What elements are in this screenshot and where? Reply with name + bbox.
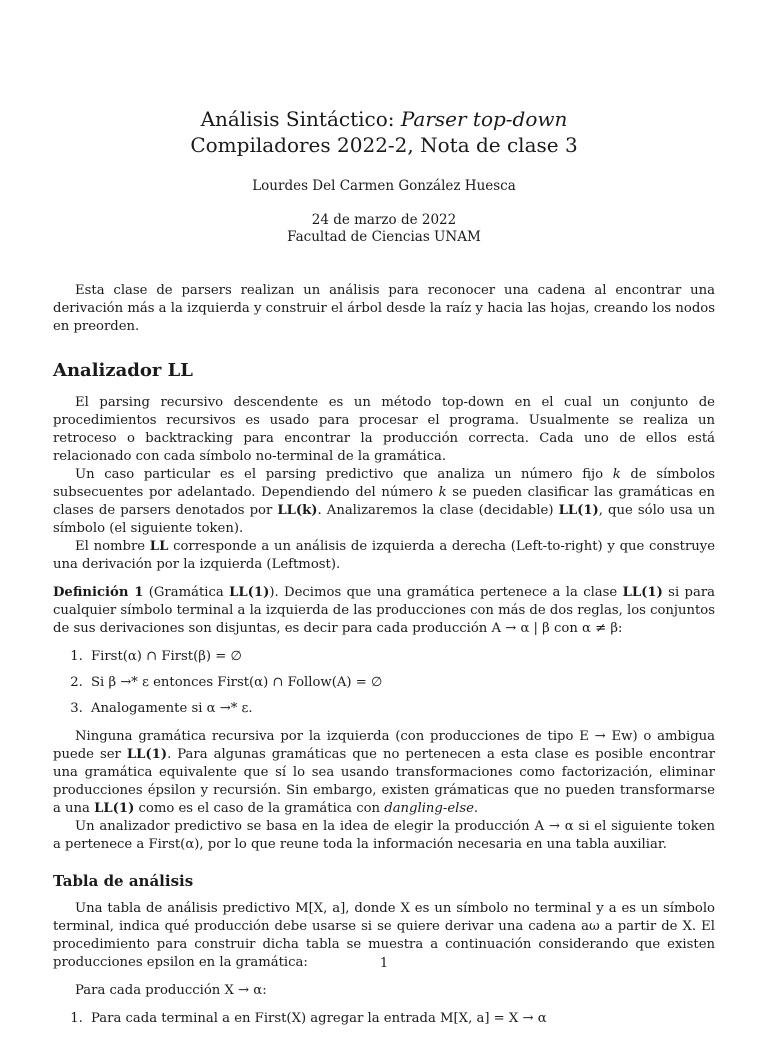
list-item: 3. Analogamente si α →* ε.: [87, 700, 715, 718]
paragraph-name-ll: [53, 538, 715, 574]
text: . Analizaremos la clase (decidable): [317, 503, 559, 518]
definition-conditions-list: [53, 648, 715, 718]
ll-term: LL: [149, 539, 169, 554]
text: , que sólo usa un símbolo (el siguiente token).: [53, 503, 715, 536]
ll1-term: LL(1): [126, 747, 168, 762]
text: Decimos que una gramática pertenece a la clase: [278, 585, 623, 600]
paragraph-non-ll1: [53, 728, 715, 818]
text: . Para algunas gramáticas que no pertenecen a esta clase es posible encontrar una gramática equivalente que sí lo sea usando transformaciones como factorización, eliminar producciones épsilon y recursión. Sin embargo, existen grámaticas que no pueden transformarse a una: [53, 747, 715, 816]
text: como es el caso de la gramática con: [134, 801, 385, 816]
intro-paragraph: Esta clase de parsers realizan un análisis para reconocer una cadena al encontrar una derivación más a la izquierda y construir el árbol desde la raíz y hacia las hojas, creando los nodos en preorden.: [53, 283, 715, 334]
date-block: [0, 212, 768, 246]
document-header: [0, 106, 768, 246]
text: (Gramática: [143, 585, 230, 600]
ll1-term: LL(1): [558, 503, 599, 518]
section-heading-ll: Analizador LL: [53, 360, 193, 381]
paragraph-each-production: Para cada producción X → α:: [75, 983, 267, 998]
paragraph-recursive: El parsing recursivo descendente es un método top-down en el cual un conjunto de procedimientos recursivos es usado para procesar el programa. Usualmente se realiza un retroceso o backtracking para encontrar la producción correcta. Cada uno de ellos está relacionado con cada símbolo no-terminal de la gramática.: [53, 395, 715, 464]
ll1-term: LL(1): [94, 801, 135, 816]
document-title: [0, 106, 768, 132]
text: corresponde a un análisis de izquierda a derecha (Left-to-right) y que construye una derivación por la izquierda (Leftmost).: [53, 539, 715, 572]
text: se pueden clasificar las gramáticas en clases de parsers denotados por: [53, 485, 715, 518]
math-k: k: [612, 467, 621, 482]
definition-1: [53, 584, 715, 638]
math-k: k: [438, 485, 447, 500]
ll1-term: LL(1): [622, 585, 663, 600]
table-steps-list: [53, 1010, 715, 1028]
text: Un caso particular es el parsing predictivo que analiza un número fijo: [75, 467, 613, 482]
subsection-heading-table: Tabla de análisis: [53, 872, 194, 890]
affiliation: Facultad de Ciencias UNAM: [287, 229, 481, 245]
title-plain: Análisis Sintáctico:: [200, 107, 401, 131]
paragraph-table: Una tabla de análisis predictivo M[X, a], donde X es un símbolo no terminal y a es un símbolo terminal, indica qué producción debe usarse si se quiere derivar una cadena aω a partir de X. El procedimiento para construir dicha tabla se muestra a continuación considerando que existen producciones epsilon en la gramática:: [53, 901, 715, 970]
text: Ninguna gramática recursiva por la izquierda (con producciones de tipo E → Ew) o ambigua puede ser: [53, 729, 715, 762]
paragraph-predictive: [53, 466, 715, 538]
text: ).: [269, 585, 279, 600]
llk-term: LL(k): [277, 503, 318, 518]
dangling-else-term: dangling-else: [384, 801, 474, 816]
page-number: 1: [379, 956, 389, 971]
list-item: 1. Para cada terminal a en First(X) agregar la entrada M[X, a] = X → α: [87, 1010, 715, 1028]
document-body: [53, 282, 715, 1038]
date: 24 de marzo de 2022: [311, 212, 457, 228]
paragraph-predictive-analyzer: Un analizador predictivo se basa en la idea de elegir la producción A → α si el siguiente token a pertenece a First(α), por lo que reune toda la información necesaria en una tabla auxiliar.: [53, 819, 715, 852]
document-subtitle: Compiladores 2022-2, Nota de clase 3: [190, 133, 578, 157]
text: .: [473, 801, 479, 816]
text: El nombre: [75, 539, 150, 554]
text: si para cualquier símbolo terminal a la izquierda de las producciones con más de dos reglas, los conjuntos de sus derivaciones son disjuntas, es decir para cada producción A → α | β con α ≠ β:: [53, 585, 716, 636]
text: de símbolos subsecuentes por adelantado. Dependiendo del número: [53, 467, 715, 500]
ll1-term: LL(1): [229, 585, 270, 600]
list-item: 1. First(α) ∩ First(β) = ∅: [87, 648, 715, 666]
title-italic: Parser top-down: [400, 107, 568, 131]
definition-label: Definición 1: [53, 585, 144, 600]
author: Lourdes Del Carmen González Huesca: [252, 178, 516, 194]
list-item: 2. Si β →* ε entonces First(α) ∩ Follow(A) = ∅: [87, 674, 715, 692]
